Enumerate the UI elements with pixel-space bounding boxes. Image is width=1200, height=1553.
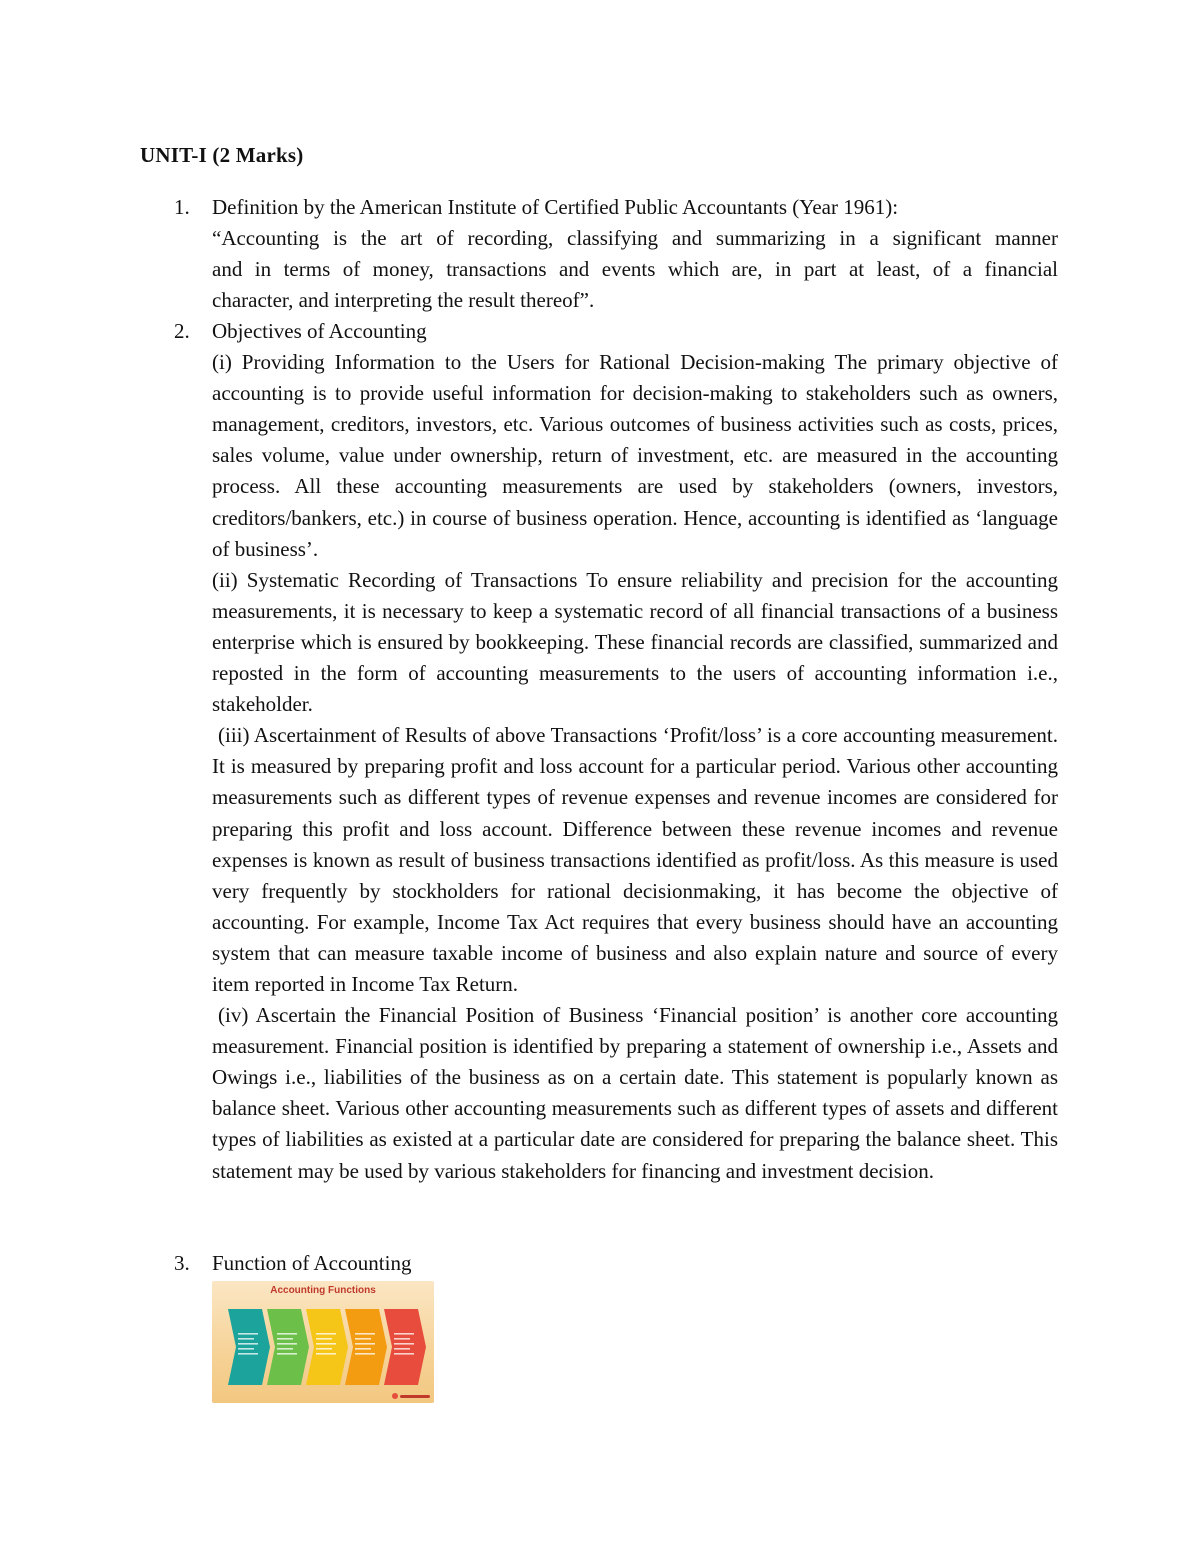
functions-title: Function of Accounting (212, 1251, 412, 1275)
figure-title: Accounting Functions (270, 1285, 376, 1296)
objective-paragraph-iv: (iv) Ascertain the Financial Position of Business ‘Financial position’ is another core accounting measurement. Financial position is identified by preparing a statement of ownership i.e., Assets and Owings i.e., liabilities of the business as on a certain date. This statement is popularly known as balance sheet. Various other accounting measurements such as different types of assets and different types of liabilities as existed at a particular date are considered for preparing the balance sheet. This statement may be used by various stakeholders for financing and investment decision. (212, 1003, 1058, 1183)
accounting-functions-arrows (212, 1281, 434, 1403)
function-arrow-5 (384, 1309, 426, 1385)
function-arrow-text-line (316, 1333, 336, 1335)
list-number-3: 3. (174, 1251, 190, 1275)
function-arrow-text-line (394, 1333, 414, 1335)
definition-line: “Accounting is the art of recording, classifying and summarizing in a significant manner (212, 226, 1058, 251)
function-arrow-text-line (277, 1353, 297, 1355)
definition-line: Definition by the American Institute of Certified Public Accountants (Year 1961): (212, 195, 899, 219)
function-arrow-text-line (238, 1343, 258, 1345)
function-arrow-1 (228, 1309, 270, 1385)
function-arrow-2 (267, 1309, 309, 1385)
function-arrow-text-line (394, 1353, 414, 1355)
function-arrow-text-line (277, 1338, 293, 1340)
objectives-title: Objectives of Accounting (212, 319, 427, 343)
function-arrow-text-line (277, 1333, 297, 1335)
definition-line: and in terms of money, transactions and events which are, in part at least, of a financial (212, 257, 1058, 282)
function-arrow-text-line (277, 1348, 293, 1350)
objective-paragraph-iii: (iii) Ascertainment of Results of above Transactions ‘Profit/loss’ is a core accounting measurement. It is measured by preparing profit and loss account for a particular period. Various other accounting measurements such as different types of revenue expenses and revenue incomes are considered for preparing this profit and loss account. Difference between these revenue incomes and revenue expenses is known as result of business transactions identified as profit/loss. As this measure is used very frequently by stockholders for rational decisionmaking, it has become the objective of accounting. For example, Income Tax Act requires that every business should have an accounting system that can measure taxable income of business and also explain nature and source of every item reported in Income Tax Return. (212, 723, 1058, 996)
function-arrow-text-line (316, 1338, 332, 1340)
list-item-definition (212, 192, 1058, 316)
function-arrow-text-line (238, 1338, 254, 1340)
function-arrow-text-line (355, 1348, 371, 1350)
function-arrow-text-line (316, 1353, 336, 1355)
unit-heading: UNIT-I (2 Marks) (140, 143, 304, 167)
function-arrow-text-line (316, 1348, 332, 1350)
function-arrow-text-line (316, 1343, 336, 1345)
function-arrow-text-line (355, 1343, 375, 1345)
function-arrow-text-line (277, 1343, 297, 1345)
function-arrow-text-line (238, 1333, 258, 1335)
function-arrow-text-line (355, 1333, 375, 1335)
function-arrow-3 (306, 1309, 348, 1385)
list-item-objectives (212, 316, 1058, 1187)
list-item-functions (212, 1248, 1058, 1279)
publisher-logo-icon (392, 1392, 430, 1400)
function-arrow-text-line (355, 1338, 371, 1340)
accounting-functions-image (212, 1281, 434, 1403)
function-arrow-text-line (394, 1348, 410, 1350)
function-arrow-text-line (238, 1353, 258, 1355)
function-arrow-text-line (355, 1353, 375, 1355)
list-number-2: 2. (174, 319, 190, 343)
definition-line: character, and interpreting the result thereof”. (212, 288, 595, 313)
function-arrow-text-line (394, 1338, 410, 1340)
list-number-1: 1. (174, 195, 190, 219)
function-arrow-text-line (394, 1343, 414, 1345)
objective-paragraph-i: (i) Providing Information to the Users for Rational Decision-making The primary objective of accounting is to provide useful information for decision-making to stakeholders such as owners, management, creditors, investors, etc. Various outcomes of business activities such as costs, prices, sales volume, value under ownership, return of investment, etc. are measured in the accounting process. All these accounting measurements are used by stakeholders (owners, investors, creditors/bankers, etc.) in course of business operation. Hence, accounting is identified as ‘language of business’. (212, 350, 1058, 561)
function-arrow-4 (345, 1309, 387, 1385)
function-arrow-text-line (238, 1348, 254, 1350)
objective-paragraph-ii: (ii) Systematic Recording of Transactions To ensure reliability and precision for the accounting measurements, it is necessary to keep a systematic record of all financial transactions of a business enterprise which is ensured by bookkeeping. These financial records are classified, summarized and reposted in the form of accounting measurements to the users of accounting information i.e., stakeholder. (212, 567, 1058, 717)
